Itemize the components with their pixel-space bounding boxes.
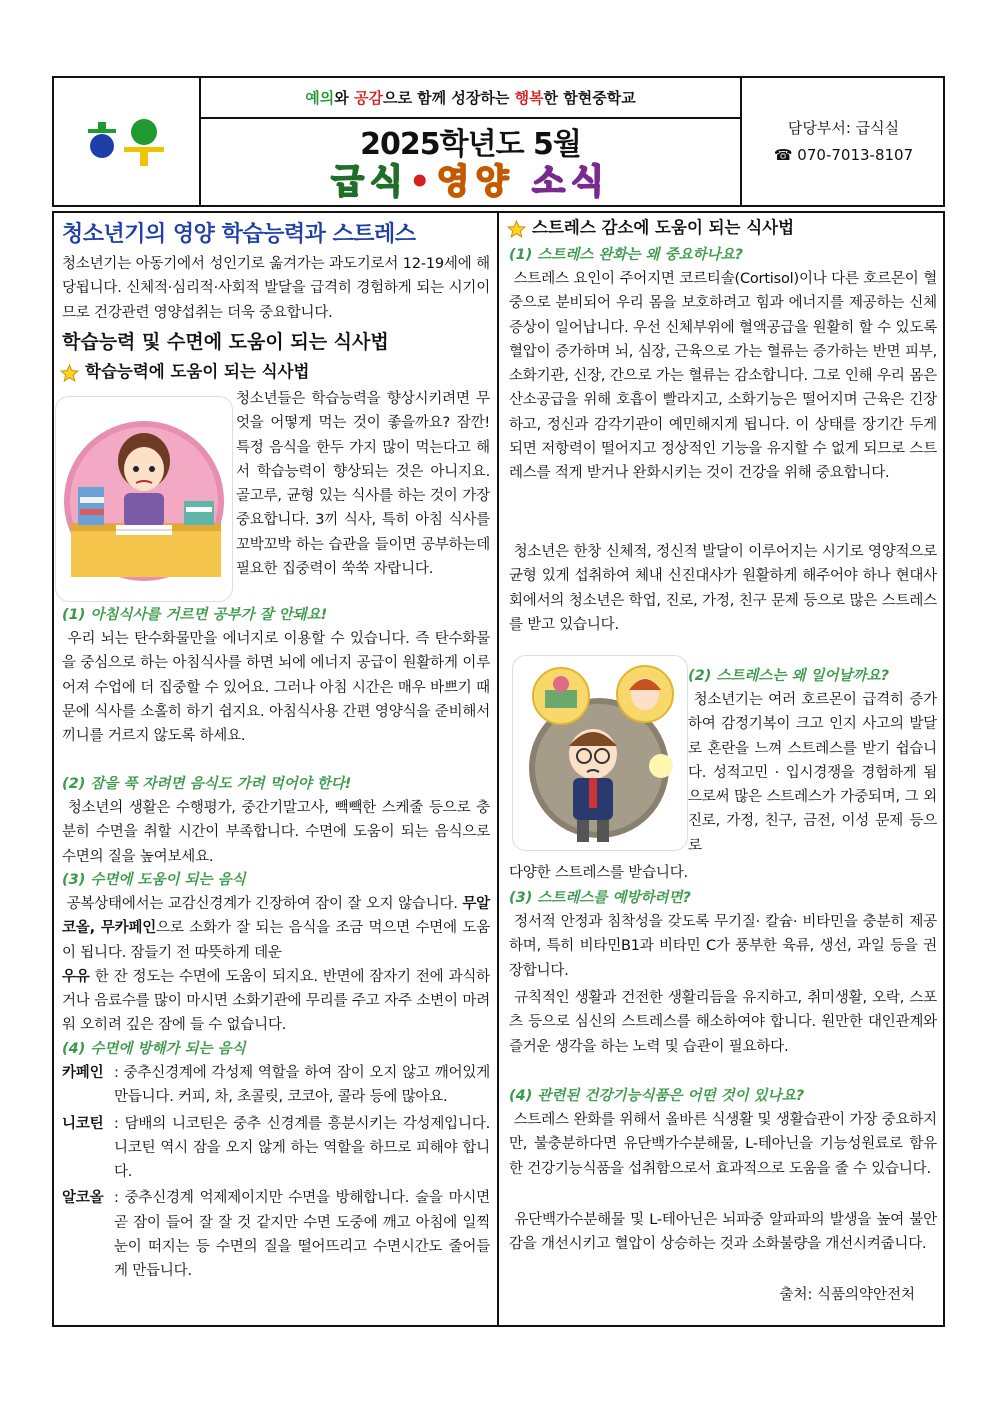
right-paragraph-1	[509, 267, 937, 486]
right-heading-2: (2) 스트레스는 왜 일어날까요?	[688, 668, 889, 684]
left-paragraph-3c: 으로 소화가 잘 되는 음식을 조금 먹으면 수면에 도움이 됩니다. 잠들기 전 따뜻하게 데운	[62, 920, 491, 961]
definition-term: 알코올	[62, 1190, 104, 1207]
banner-dot: •	[408, 162, 437, 202]
right-paragraph-1-text: 스트레스 요인이 주어지면 코르티솔(Cortisol)이나 다른 호르몬이 혈중으로 분비되어 우리 몸을 보호하려고 힘과 에너지를 제공하는 신체증상이 일어납니다. 우선 신체부위에 혈액공급을 원활히 할 수 있도록 혈압이 증가하며 뇌, 심장, 근육으로 가는 혈류는 증가하는 반면 피부, 소화기관, 신장, 간으로 가는 혈류는 감소합니다. 그로 인해 우리 몸은 산소공급을 위해 호흡이 빨라지고, 소화기능은 떨어지며 근육은 긴장하고, 정신과 감각기관이 예민해지게 됩니다. 이 상태를 장기간 두게 되면 저항력이 떨어지고 정상적인 기능을 유지할 수 없게 되므로 스트레스를 적게 받거나 완화시키는 것이 건강을 위해 중요합니다.	[509, 271, 937, 482]
body-column-divider	[497, 211, 499, 1327]
left-main-title: 청소년기의 영양 학습능력과 스트레스	[62, 222, 416, 247]
definition-alcohol	[62, 1186, 490, 1283]
slogan-part4: 으로 함께 성장하는	[382, 89, 515, 107]
left-paragraph-1-text: 우리 뇌는 탄수화물만을 에너지로 이용할 수 있습니다. 즉 탄수화물을 중심으로 하는 아침식사를 하면 뇌에 에너지 공급이 원활하게 이루어져 수업에 더 집중할 수 있어요. 그러나 아침 시간은 매우 바쁘기 때문에 식사를 소홀히 하기 쉽지요. 아침식사용 간편 영양식을 준비해서 끼니를 거르지 않도록 하세요.	[62, 631, 490, 745]
right-paragraph-1b	[509, 540, 937, 637]
left-intro: 청소년기는 아동기에서 성인기로 옮겨가는 과도기로서 12-19세에 해당됩니다. 신체적·심리적·사회적 발달을 급격히 경험하게 되는 시기이므로 건강관련 영양섭취는 더욱 중요합니다.	[62, 256, 490, 321]
right-paragraph-3b	[509, 986, 937, 1059]
definition-nicotine	[62, 1112, 490, 1185]
definition-term: 니코틴	[62, 1115, 104, 1132]
right-paragraph-3-text: 정서적 안정과 침착성을 갖도록 무기질· 칼슘· 비타민을 충분히 제공하며, 특히 비타민B1과 비타민 C가 풍부한 육류, 생선, 과일 등을 권장합니다.	[509, 914, 937, 979]
school-logo	[86, 112, 166, 168]
left-heading-4: (4) 수면에 방해가 되는 음식	[62, 1041, 246, 1057]
slogan-haengbok: 행복	[514, 89, 544, 107]
right-paragraph-2b: 다양한 스트레스를 받습니다.	[509, 865, 688, 881]
left-paragraph-2-text: 청소년의 생활은 수행평가, 중간기말고사, 빽빽한 스케줄 등으로 충분히 수면을 취할 시간이 부족합니다. 수면에 도움이 되는 음식으로 수면의 질을 높여보세요.	[62, 800, 490, 865]
right-heading-3: (3) 스트레스를 예방하려면?	[509, 890, 691, 906]
slogan-part2: 와	[334, 89, 354, 107]
left-section-title: 학습능력 및 수면에 도움이 되는 식사법	[62, 331, 389, 353]
definition-caffeine	[62, 1061, 490, 1110]
school-slogan	[201, 87, 740, 108]
studying-student-illustration	[55, 396, 233, 602]
left-paragraph-3e: 한 잔 정도는 수면에 도움이 되지요. 반면에 잠자기 전에 과식하거나 음료수를 많이 마시면 소화기관에 무리를 주고 자주 소변이 마려워 오히려 깊은 잠에 들 수 없습니다.	[62, 968, 490, 1034]
definition-term: 카페인	[62, 1065, 104, 1081]
newsletter-banner	[201, 160, 740, 204]
left-paragraph-3-bold-1: 무알코올, 무카페인	[62, 896, 490, 937]
star-icon	[507, 220, 526, 238]
slogan-yeui: 예의	[305, 89, 335, 107]
left-heading-1: (1) 아침식사를 거르면 공부가 잘 안돼요!	[62, 607, 328, 623]
sleep-disruptor-list	[62, 1061, 490, 1284]
left-paragraph-3a: 공복상태에서는 교감신경계가 긴장하여 잠이 잘 오지 않습니다.	[66, 896, 463, 912]
phone-number: ☎ 070-7013-8107	[773, 146, 914, 164]
right-paragraph-4	[509, 1108, 937, 1181]
star-icon	[60, 364, 79, 382]
right-paragraph-4b-text: 유단백가수분해물 및 L-테아닌은 뇌파중 알파파의 발생을 높여 불안감을 개선시키고 혈압이 상승하는 것과 소화불량을 개선시켜줍니다.	[509, 1212, 937, 1253]
right-paragraph-1b-text: 청소년은 한창 신체적, 정신적 발달이 이루어지는 시기로 영양적으로 균형 있게 섭취하여 체내 신진대사가 원활하게 해주어야 하나 현대사회에서의 청소년은 학업, 진로, 가정, 친구 문제 등으로 많은 스트레스를 받고 있습니다.	[509, 544, 937, 633]
right-title-row	[507, 214, 794, 238]
right-paragraph-4-text: 스트레스 완화를 위해서 올바른 식생활 및 생활습관이 가장 중요하지만, 불충분하다면 유단백가수분해물, L-테아닌을 기능성원료로 함유한 건강기능식품을 섭취함으로서 효과적으로 도움을 줄 수 있습니다.	[509, 1112, 937, 1177]
left-sub-title-row	[60, 358, 309, 382]
definition-text: : 중추신경계 억제제이지만 수면을 방해합니다. 술을 마시면 곧 잠이 들어 잘 잘 것 같지만 수면 도중에 깨고 아침에 일찍 눈이 떠지는 등 수면의 질을 떨어뜨리고 수면시간도 줄어들게 만듭니다.	[114, 1190, 490, 1280]
right-paragraph-4b	[509, 1208, 937, 1257]
left-paragraph-3-bold-2: 우유	[62, 968, 90, 985]
slogan-part6: 한 함현중학교	[543, 89, 636, 107]
left-paragraph-3	[62, 892, 490, 1038]
right-heading-1: (1) 스트레스 완화는 왜 중요하나요?	[509, 247, 744, 263]
newsletter-issue-title: 2025학년도 5월	[360, 127, 581, 162]
left-heading-3: (3) 수면에 도움이 되는 음식	[62, 872, 246, 888]
dept-label: 담당부서: 급식실	[787, 119, 900, 137]
right-paragraph-2-text: 청소년기는 여러 호르몬이 급격히 증가하여 감정기복이 크고 인지 사고의 발달로 혼란을 느껴 스트레스를 받기 쉽습니다. 성적고민 · 입시경쟁을 경험하게 됨으로써 많은 스트레스가 가중되며, 그 외 진로, 가정, 친구, 금전, 이성 문제 등으로	[688, 692, 937, 854]
left-paragraph-1	[62, 627, 490, 748]
left-paragraph-2	[62, 796, 490, 869]
header-divider-right	[740, 76, 742, 207]
banner-word-3: 소식	[532, 162, 610, 202]
definition-text: : 담배의 니코틴은 중추 신경계를 흥분시키는 각성제입니다. 니코틴 역시 잠을 오지 않게 하는 역할을 하므로 피해야 합니다.	[114, 1115, 490, 1181]
left-heading-2: (2) 잠을 푹 자려면 음식도 가려 먹어야 한다!	[62, 776, 352, 792]
right-heading-4: (4) 관련된 건강기능식품은 어떤 것이 있나요?	[509, 1088, 805, 1104]
right-main-title: 스트레스 감소에 도움이 되는 식사법	[532, 218, 795, 237]
learning-food-paragraph: 청소년들은 학습능력을 향상시키려면 무엇을 어떻게 먹는 것이 좋을까요? 잠깐! 특정 음식을 한두 가지 많이 먹는다고 해서 학습능력이 향상되는 것은 아니지요. 골고루, 균형 있는 식사를 하는 것이 가장 중요합니다. 3끼 식사, 특히 아침 식사를 꼬박꼬박 하는 습관을 들이면 공부하는데 필요한 집중력이 쑥쑥 자랍니다.	[236, 391, 490, 578]
right-paragraph-3	[509, 910, 937, 983]
left-sub-title: 학습능력에 도움이 되는 식사법	[85, 362, 310, 381]
banner-word-1: 급식	[331, 162, 409, 202]
stressed-student-illustration	[512, 655, 688, 851]
banner-word-2: 영양	[436, 162, 515, 202]
definition-text: : 중추신경계에 각성제 역할을 하여 잠이 오지 않고 깨어있게 만듭니다. 커피, 차, 초콜릿, 코코아, 콜라 등에 많아요.	[114, 1065, 490, 1106]
source-citation: 출처: 식품의약안전처	[779, 1287, 915, 1303]
slogan-gonggam: 공감	[353, 89, 383, 107]
right-paragraph-2	[688, 688, 937, 858]
right-paragraph-3b-text: 규칙적인 생활과 건전한 생활리듬을 유지하고, 취미생활, 오락, 스포츠 등으로 심신의 스트레스를 해소하여야 합니다. 원만한 대인관계와 즐거운 생각을 하는 노력 및 습관이 필요하다.	[509, 990, 937, 1055]
